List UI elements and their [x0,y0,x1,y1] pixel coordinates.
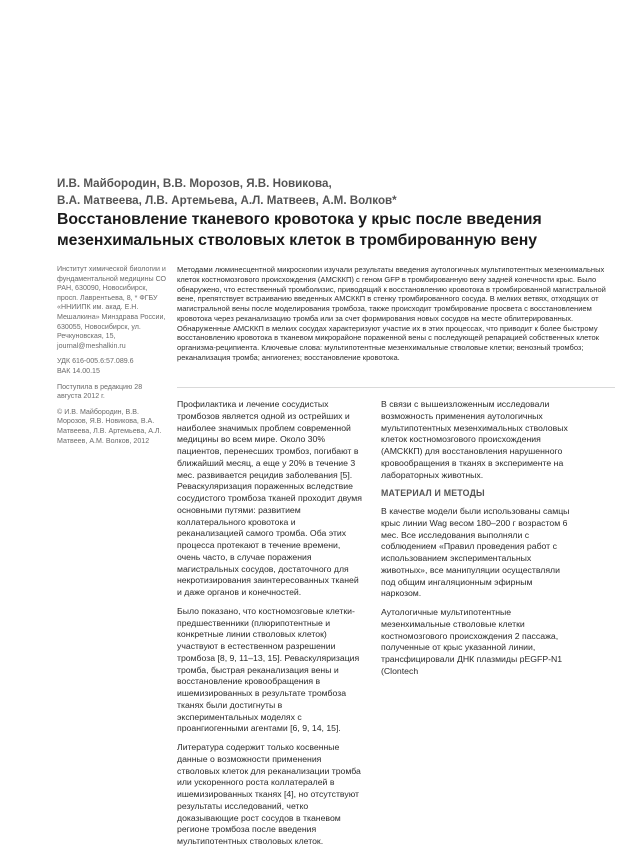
paragraph: Аутологичные мультипотентные мезенхимальные стволовые клетки костномозгового происхождения 2 пассажа, полученные от крыс указанной линии, трансфицировали ДНК плазмиды pEGFP-N1 (Clontech [381,607,563,676]
udk-code: УДК 616-005.6:57.089.6 [57,357,134,366]
paragraph: В качестве модели были использованы самцы крыс линии Wag весом 180–200 г возрастом 6 мес. Все исследования выполняли с соблюдением «Правил проведения работ с использованием экспериментальных животных», все манипуляции осуществляли под общим ингаляционным эфирным наркозом. [381,506,570,599]
authors-line-1: И.В. Майбородин, В.В. Морозов, Я.В. Новикова, [57,177,332,190]
paragraph: Было показано, что костномозговые клетки-предшественники (плюрипотентные и конкретные линии стволовых клеток) участвуют в естественном разрешении тромбоза [8, 9, 11–13, 15]. Реваскуляризация тромба, быстрая реканализация вены и восстановление кровообращения в ишемизированных в результате тромбоза тканях были достигнуты в экспериментальных моделях с проангиогенными агентами [6, 9, 14, 15]. [177,605,360,734]
section-heading: МАТЕРИАЛ И МЕТОДЫ [381,488,485,499]
classification-codes [57,357,167,376]
section-divider [177,387,615,388]
institute-info: Институт химической биологии и фундаментальной медицины СО РАН, 630090, Новосибирск, просп. Лаврентьева, 8, * ФГБУ «ННИИПК им. акад. Е.Н. Мешалкина» Минздрава России, 630055, Новосибирск, ул. Речкуновская, 15, journal@meshalkin.ru [57,265,167,350]
affiliation-sidebar [57,265,167,452]
article-title: Восстановление тканевого кровотока у крыс после введения мезенхимальных стволовых клеток в тромбированную вену [57,211,542,249]
vak-code: ВАК 14.00.15 [57,366,100,375]
copyright-notice: © И.В. Майбородин, В.В. Морозов, Я.В. Новикова, В.А. Матвеева, Л.В. Артемьева, А.Л. Матвеев, А.М. Волков, 2012 [57,407,162,445]
paragraph: Профилактика и лечение сосудистых тромбозов является одной из острейших и наиболее значимых проблем современной медицины во всем мире. Около 30% пациентов, перенесших тромбоз, погибают в ближайший месяц, а еще у 20% в течение 3 мес. развивается рецидив заболевания [5]. Реваскуляризация пораженных вследствие сосудистого тромбоза тканей проходит двумя основными путями: развитием коллатерального кровотока и реканализацией самого тромба. Оба этих процесса протекают в течение времени, очень часто, в случае поражения магистральных сосудов, достаточного для некротизирования заинтересованных тканей и даже органов и конечностей. [177,399,362,597]
paragraph: В связи с вышеизложенным исследовали возможность применения аутологичных мультипотентных мезенхимальных стволовых клеток костномозгового происхождения (АМСККП) для восстановления нарушенного кровообращения в тканях в эксперименте на лабораторных животных. [381,399,568,480]
received-date: Поступила в редакцию 28 августа 2012 г. [57,382,143,401]
abstract [177,265,615,363]
paragraph: Литература содержит только косвенные данные о возможности применения стволовых клеток для реканализации тромба или ускоренного роста коллатералей в ишемизированных тканях [4], но отсутствуют результаты исследований, четко доказывающие рост сосудов в тканевом регионе тромбоза после введения мультипотентных стволовых клеток. [177,742,361,846]
keywords: Ключевые слова: мультипотентные мезенхимальные стволовые клетки; венозный тромбоз; реканализация тромба; ангиогенез; восстановление кровотока. [177,343,584,362]
authors [57,175,597,209]
abstract-text: Методами люминесцентной микроскопии изучали результаты введения аутологичных мультипотентных мезенхимальных клеток костномозгового происхождения (АМСККП) с геном GFP в тромбированную вену задней конечности крыс. Было обнаружено, что естественный тромболизис, приводящий к восстановлению кровотока в тромбированной магистральной вене, препятствует встраиванию введенных АМСККП в стенку тромбированного сосуда. В мелких ветвях, отходящих от магистральной вены после моделирования тромбоза, также происходит тромбирование просвета с восстановлением кровотока через реканализацию тромба или за счет формирования новых сосудов на месте облитерированных. Обнаруженные АМСККП в мелких сосудах характеризуют участие их в этих процессах, что приводит к более быстрому восстановлению кровотока в тканевом микрорайоне пораженной вены с последующей репарацией собственных клеток организма-реципиента. [177,265,606,352]
authors-line-2: В.А. Матвеева, Л.В. Артемьева, А.Л. Матвеев, А.М. Волков* [57,194,397,207]
body-column-right [381,399,571,685]
body-column-left [177,399,362,855]
